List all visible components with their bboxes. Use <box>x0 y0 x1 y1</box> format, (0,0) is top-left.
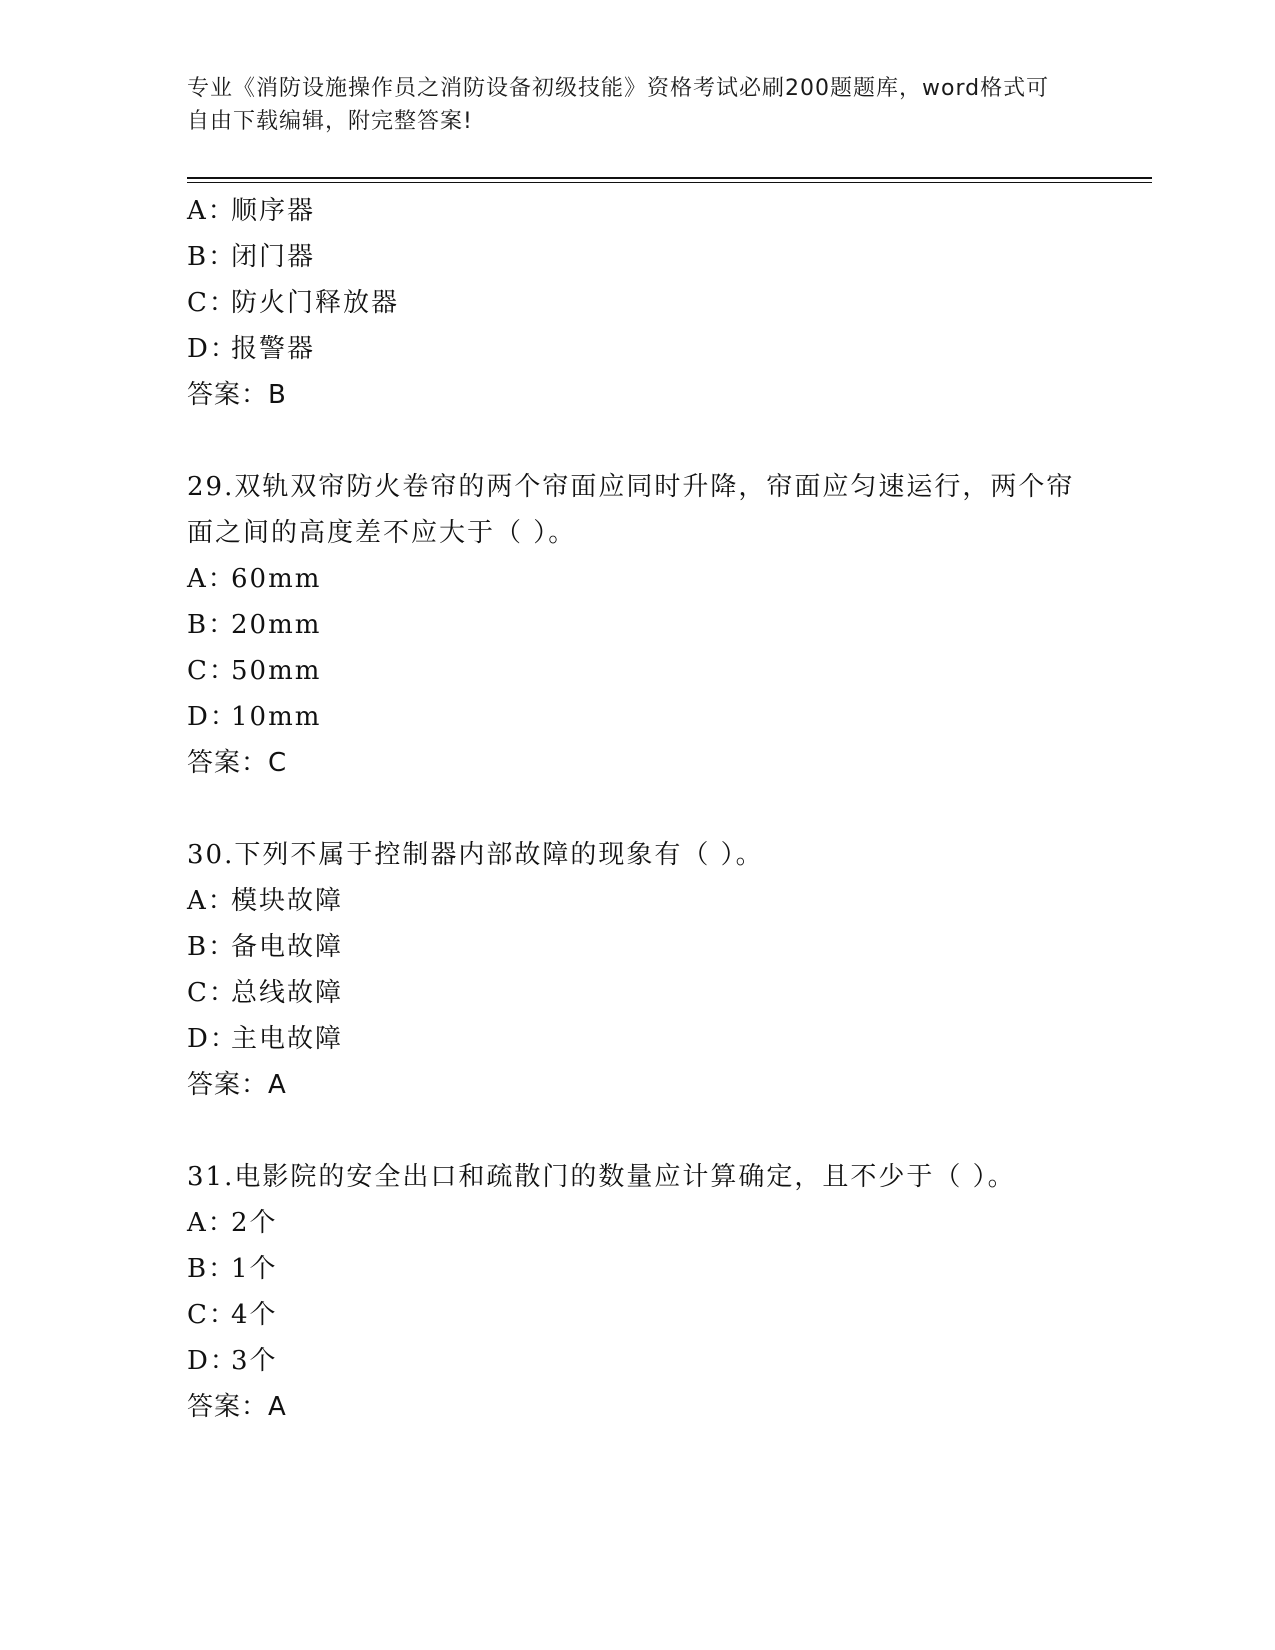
answer-line: 答案：C <box>187 748 288 778</box>
option-b: B：20mm <box>187 610 322 640</box>
option-c: C：总线故障 <box>187 978 344 1008</box>
option-text: 模块故障 <box>231 886 344 916</box>
option-text: 60mm <box>231 564 322 594</box>
option-text: 备电故障 <box>231 932 344 962</box>
spacer <box>187 418 1087 464</box>
option-c: C：4个 <box>187 1300 278 1330</box>
option-c: C：防火门释放器 <box>187 288 400 318</box>
question-block <box>187 1154 1087 1430</box>
option-text: 10mm <box>231 702 322 732</box>
option-text: 20mm <box>231 610 322 640</box>
question-block-continued <box>187 188 1087 418</box>
option-b: B：1个 <box>187 1254 278 1284</box>
option-a: A：模块故障 <box>187 886 344 916</box>
question-stem: 30.下列不属于控制器内部故障的现象有（ ）。 <box>187 840 764 870</box>
option-d: D：10mm <box>187 702 322 732</box>
option-c: C：50mm <box>187 656 322 686</box>
spacer <box>187 1108 1087 1154</box>
option-text: 2个 <box>231 1208 278 1238</box>
document-header: 专业《消防设施操作员之消防设备初级技能》资格考试必刷200题题库，word格式可自由下载编辑，附完整答案! <box>187 76 1050 134</box>
question-stem: 31.电影院的安全出口和疏散门的数量应计算确定，且不少于（ ）。 <box>187 1162 1016 1192</box>
option-text: 防火门释放器 <box>231 288 400 318</box>
option-text: 顺序器 <box>231 196 316 226</box>
option-text: 50mm <box>231 656 322 686</box>
spacer <box>187 786 1087 832</box>
option-text: 总线故障 <box>231 978 344 1008</box>
answer-line: 答案：A <box>187 1392 287 1422</box>
option-a: A：2个 <box>187 1208 278 1238</box>
option-text: 主电故障 <box>231 1024 344 1054</box>
option-d: D：报警器 <box>187 334 316 364</box>
option-b: B：闭门器 <box>187 242 316 272</box>
option-text: 报警器 <box>231 334 316 364</box>
option-b: B：备电故障 <box>187 932 344 962</box>
option-text: 闭门器 <box>231 242 316 272</box>
option-d: D：3个 <box>187 1346 278 1376</box>
question-stem: 29.双轨双帘防火卷帘的两个帘面应同时升降，帘面应匀速运行，两个帘面之间的高度差不应大于（ ）。 <box>187 472 1075 548</box>
option-a: A：60mm <box>187 564 322 594</box>
option-d: D：主电故障 <box>187 1024 344 1054</box>
question-block <box>187 832 1087 1108</box>
option-a: A：顺序器 <box>187 196 316 226</box>
question-list <box>187 188 1087 1430</box>
answer-line: 答案：A <box>187 1070 287 1100</box>
option-text: 3个 <box>231 1346 278 1376</box>
header-divider-thin <box>187 182 1152 183</box>
question-block <box>187 464 1087 786</box>
header-divider <box>187 177 1152 179</box>
answer-line: 答案：B <box>187 380 287 410</box>
option-text: 1个 <box>231 1254 278 1284</box>
option-text: 4个 <box>231 1300 278 1330</box>
